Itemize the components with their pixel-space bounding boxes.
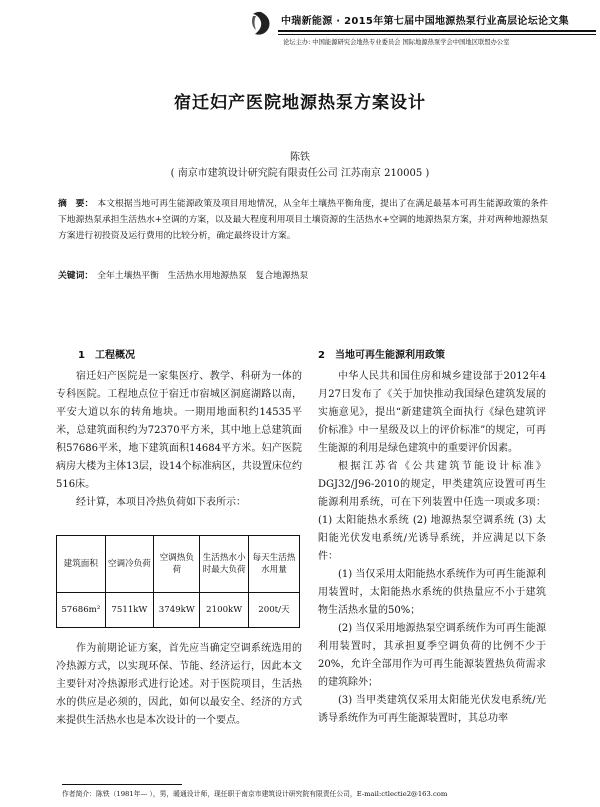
author-footnote: 作者简介：陈铁（1981年— ），男，暖通设计师，现任职于南京市建筑设计研究院有限责任公司，E-mail:ctlectie2@163.com	[62, 790, 448, 798]
section-1-body-continued	[56, 640, 302, 730]
author-name: 陈铁	[290, 152, 310, 163]
organizers-line: 论坛主办: 中国能源研究会地热专业委员会 国际地源热泵学会中国地区联盟办公室	[283, 39, 510, 46]
header-rule	[278, 30, 596, 32]
keywords-label: 关键词：	[58, 271, 94, 281]
footnote-rule	[62, 784, 182, 785]
abstract-label: 摘 要：	[58, 199, 94, 209]
page-header	[0, 0, 600, 62]
load-table	[56, 535, 300, 628]
table-cell: 2100kW	[200, 593, 249, 628]
table-cell: 3749kW	[154, 593, 200, 628]
author-affiliation: ( 南京市建筑设计研究院有限责任公司 江苏南京 210005 )	[170, 168, 430, 179]
table-cell: 57686m²	[57, 593, 106, 628]
table-header-row	[57, 536, 300, 593]
section-2-paragraph: 根据江苏省《公共建筑节能设计标准》DGJ32/J96-2010的规定，甲类建筑应设置可再生能源利用系统，可在下列装置中任选一项或多项：(1) 太阳能热水系统 (2) 地源热泵空调系统 (3) 太阳能光伏发电系统/光诱导系统，并应满足以下条件：	[318, 461, 546, 562]
table-header-cell: 空调冷负荷	[105, 536, 154, 593]
proceedings-title: 中瑞新能源 · 2015年第七届中国地源热泵行业高层论坛论文集	[281, 16, 569, 27]
table-cell: 200t/天	[248, 593, 299, 628]
section-2-paragraph: 中华人民共和国住房和城乡建设部于2012年4月27日发布了《关于加快推动我国绿色建筑发展的实施意见》，提出“新建建筑全面执行《绿色建筑评价标准》中一星级及以上的评价标准”的规定，可再生能源的利用是绿色建筑中的重要评价因素。	[318, 371, 546, 454]
table-header-cell: 空调热负荷	[154, 536, 200, 593]
section-2-paragraph: (1) 当仅采用太阳能热水系统作为可再生能源利用装置时，太阳能热水系统的供热量应不小于建筑物生活热水量的50%；	[318, 569, 546, 616]
conference-logo-icon	[247, 10, 275, 38]
keywords-text: 全年土壤热平衡 生活热水用地源热泵 复合地源热泵	[97, 271, 309, 281]
table-header-cell: 生活热水小时最大负荷	[200, 536, 249, 593]
section-2-paragraph: (3) 当甲类建筑仅采用太阳能光伏发电系统/光诱导系统作为可再生能源装置时，其总功率	[318, 695, 546, 724]
table-cell: 7511kW	[105, 593, 154, 628]
section-2-body	[318, 368, 546, 728]
table-header-cell: 建筑面积	[57, 536, 106, 593]
table-header-cell: 每天生活热水用量	[248, 536, 299, 593]
keywords	[58, 268, 548, 281]
paper-title: 宿迁妇产医院地源热泵方案设计	[174, 93, 426, 113]
abstract-text: 本文根据当地可再生能源政策及项目用地情况，从全年土壤热平衡角度，提出了在满足最基本可再生能源政策的条件下地源热泵承担生活热水+空调的方案，以及最大程度利用项目土壤资源的生活热水+空调的地源热泵方案，并对两种地源热泵方案进行初投资及运行费用的比较分析，确定最终设计方案。	[58, 199, 548, 241]
section-1-paragraph: 宿迁妇产医院是一家集医疗、教学、科研为一体的专科医院。工程地点位于宿迁市宿城区洞庭湖路以南，平安大道以东的转角地块。一期用地面积约14535平米，总建筑面积约为72370平方米，其中地上总建筑面积57686平米，地下建筑面积14684平方米。妇产医院病房大楼为主体13层，设14个标准病区，共设置床位约516床。	[56, 371, 302, 490]
table-row	[57, 593, 300, 628]
section-1-heading: 1 工程概况	[78, 350, 135, 361]
section-2-heading: 2 当地可再生能源利用政策	[318, 350, 445, 361]
section-1-paragraph: 作为前期论证方案，首先应当确定空调系统选用的冷热源方式，以实现环保、节能、经济运行，因此本文主要针对冷热源形式进行论述。对于医院项目，生活热水的供应是必须的，因此，如何以最安全、经济的方式来提供生活热水也是本次设计的一个要点。	[56, 643, 302, 726]
header-rule-thin	[278, 34, 596, 35]
section-2-paragraph: (2) 当仅采用地源热泵空调系统作为可再生能源利用装置时，其承担夏季空调负荷的比例不少于20%，允许全部用作为可再生能源装置热负荷需求的建筑除外；	[318, 623, 546, 688]
section-1-paragraph: 经计算，本项目冷热负荷如下表所示：	[76, 497, 246, 508]
section-1-body	[56, 368, 302, 512]
abstract	[58, 196, 548, 244]
